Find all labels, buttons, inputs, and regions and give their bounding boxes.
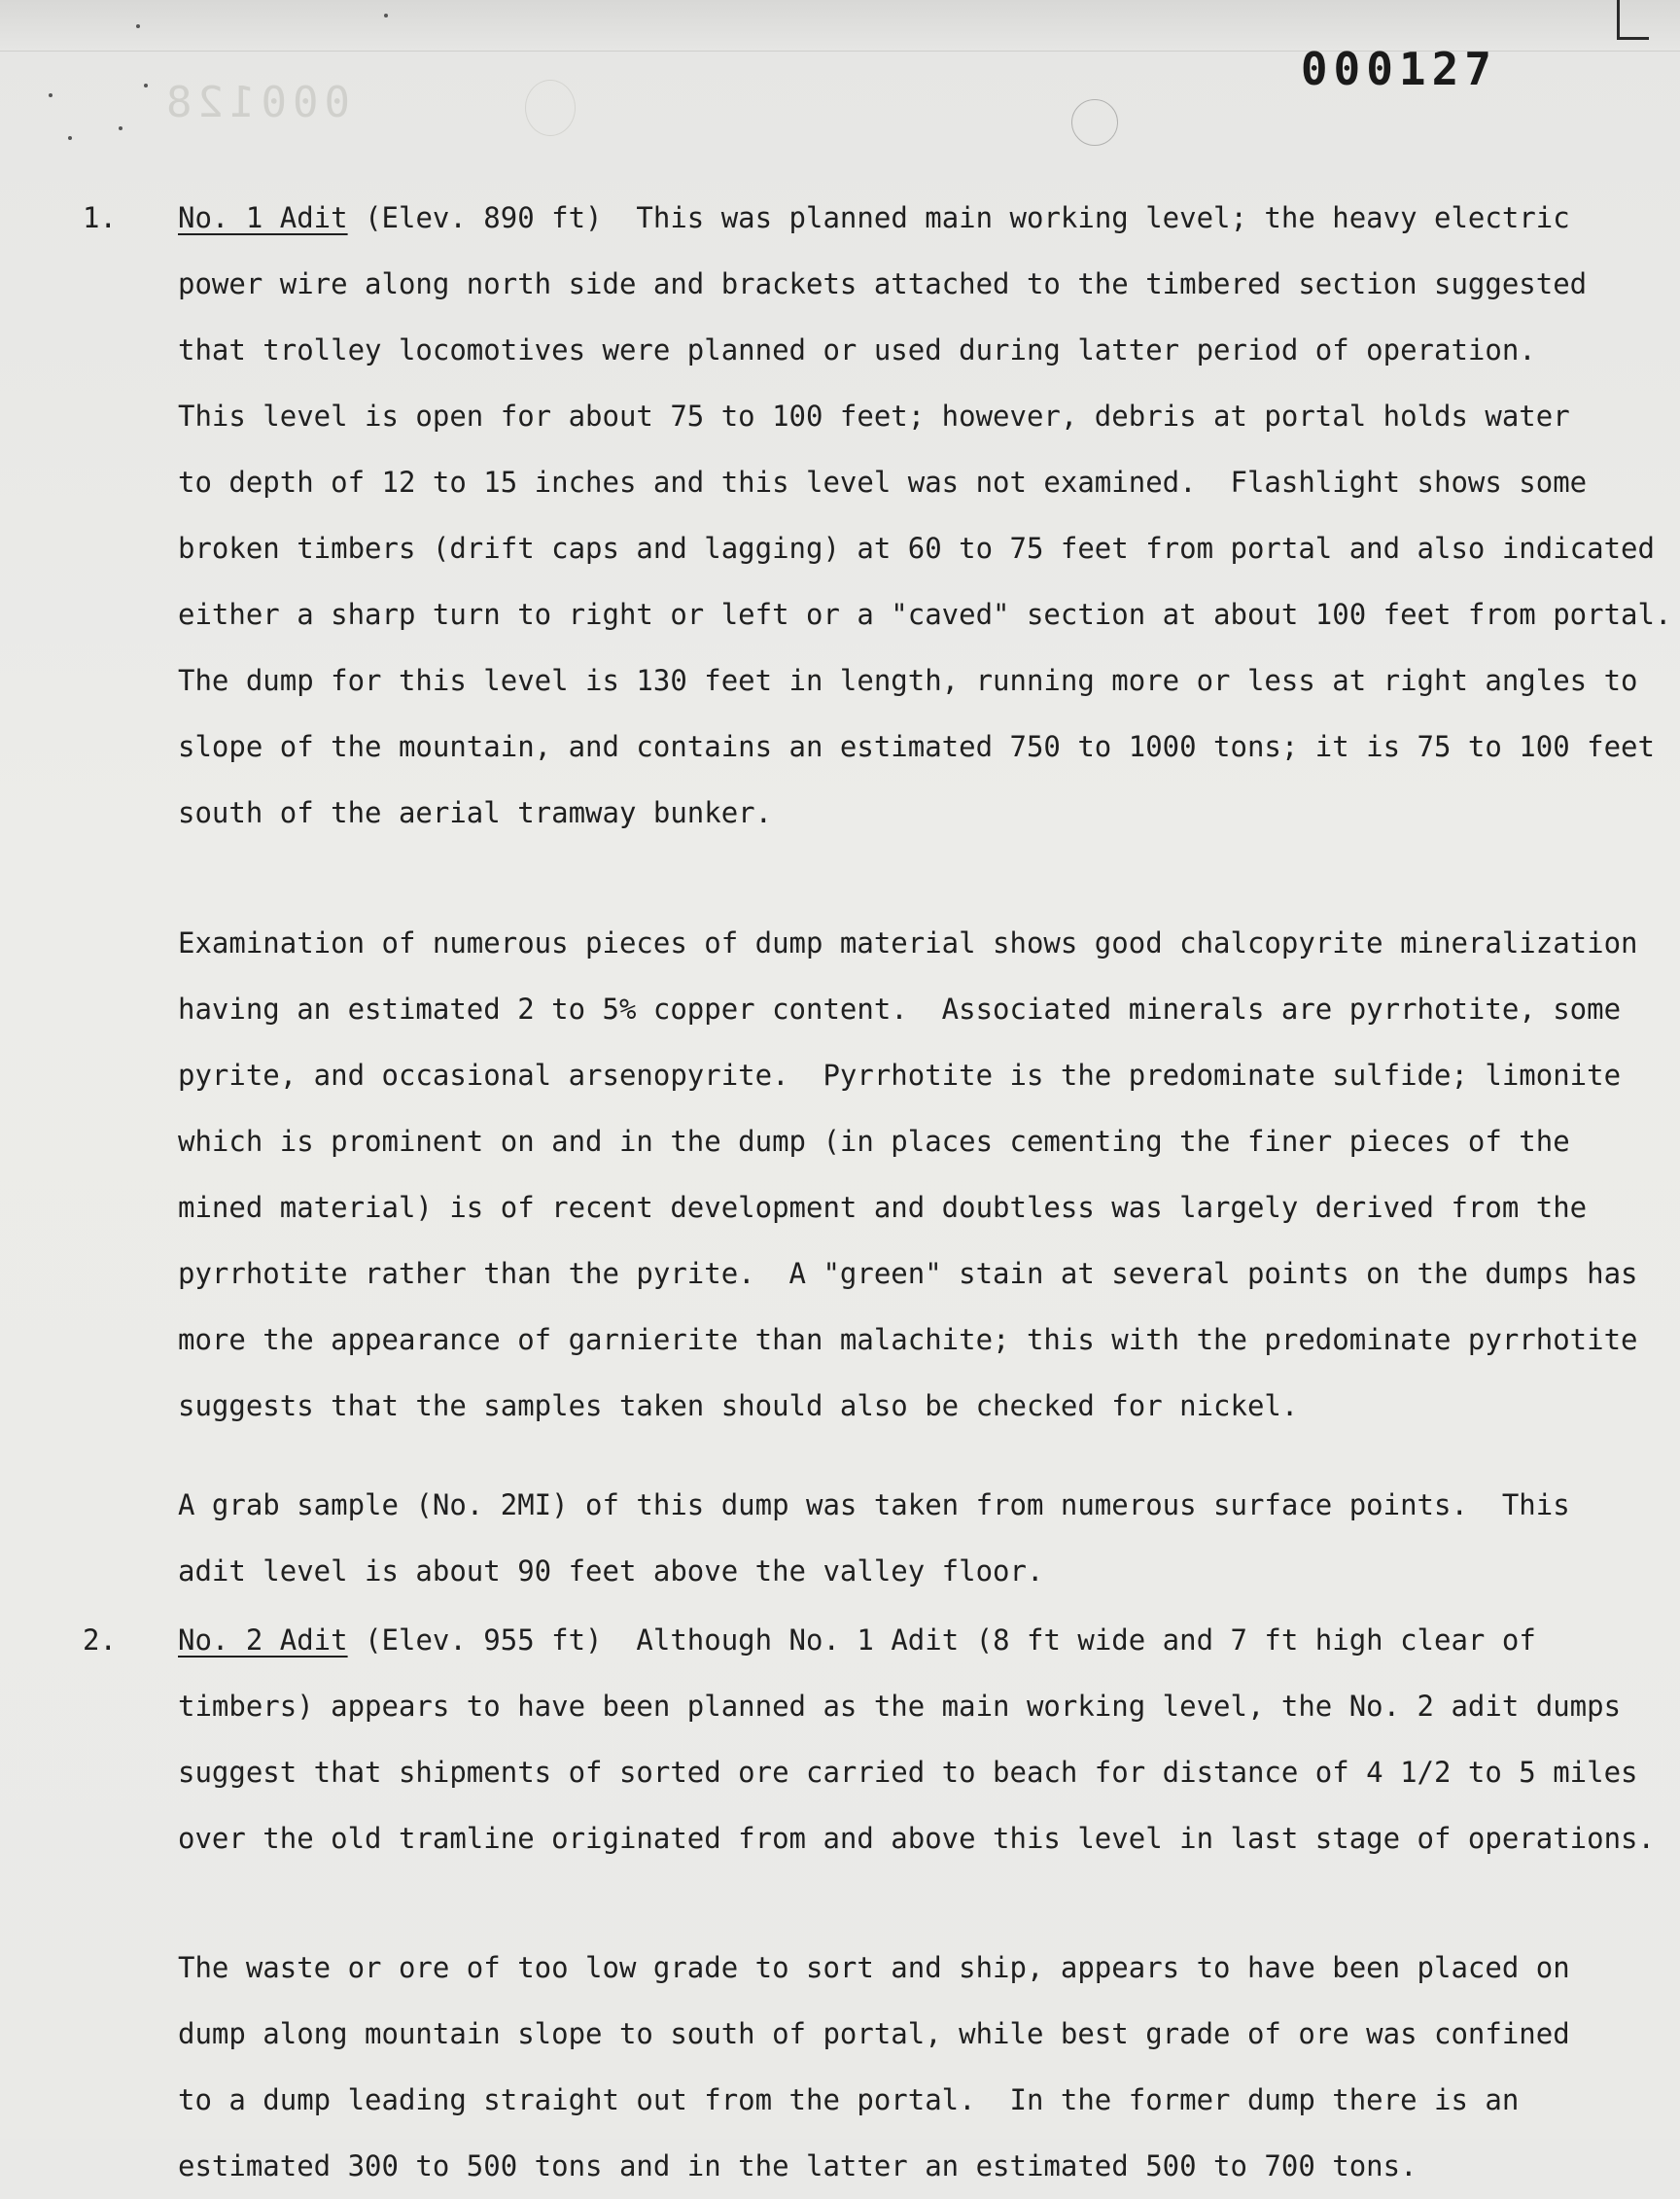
speck bbox=[68, 136, 72, 140]
text-line: slope of the mountain, and contains an estimated 750 to 1000 tons; it is 75 to 100 feet bbox=[178, 730, 1655, 763]
text-line: dump along mountain slope to south of portal, while best grade of ore was confined bbox=[178, 2017, 1570, 2050]
text-line: estimated 300 to 500 tons and in the latter an estimated 500 to 700 tons. bbox=[178, 2149, 1418, 2182]
text-line: pyrite, and occasional arsenopyrite. Pyrrhotite is the predominate sulfide; limonite bbox=[178, 1059, 1622, 1092]
section-heading: No. 1 Adit bbox=[178, 201, 348, 234]
section-heading: No. 2 Adit bbox=[178, 1623, 348, 1657]
text-line: This level is open for about 75 to 100 feet; however, debris at portal holds water bbox=[178, 400, 1570, 433]
text-line: mined material) is of recent development and doubtless was largely derived from the bbox=[178, 1191, 1588, 1224]
speck bbox=[384, 14, 388, 17]
paragraph bbox=[178, 185, 1672, 846]
text-line: having an estimated 2 to 5% copper content. Associated minerals are pyrrhotite, some bbox=[178, 993, 1622, 1026]
bleed-through-circle bbox=[525, 80, 576, 136]
paragraph bbox=[178, 1935, 1636, 2199]
text-line: Examination of numerous pieces of dump material shows good chalcopyrite mineralization bbox=[178, 926, 1638, 960]
text-line: adit level is about 90 feet above the valley floor. bbox=[178, 1554, 1044, 1588]
text-line: timbers) appears to have been planned as the main working level, the No. 2 adit dumps bbox=[178, 1690, 1622, 1723]
paragraph bbox=[178, 910, 1636, 1439]
text-line: pyrrhotite rather than the pyrite. A "green" stain at several points on the dumps has bbox=[178, 1257, 1638, 1290]
corner-bracket-mark bbox=[1617, 0, 1649, 40]
text-line: No. 2 Adit (Elev. 955 ft) Although No. 1 Adit (8 ft wide and 7 ft high clear of bbox=[178, 1623, 1536, 1657]
speck bbox=[144, 84, 148, 87]
text-line: either a sharp turn to right or left or a "caved" section at about 100 feet from portal. bbox=[178, 598, 1672, 631]
text-line: that trolley locomotives were planned or used during latter period of operation. bbox=[178, 333, 1536, 366]
paragraph bbox=[178, 1607, 1655, 1871]
text-line: power wire along north side and brackets attached to the timbered section suggested bbox=[178, 267, 1588, 300]
text-line: which is prominent on and in the dump (in places cementing the finer pieces of the bbox=[178, 1125, 1570, 1158]
text-line: to depth of 12 to 15 inches and this level was not examined. Flashlight shows some bbox=[178, 466, 1588, 499]
text-line: to a dump leading straight out from the portal. In the former dump there is an bbox=[178, 2083, 1520, 2116]
speck bbox=[136, 24, 140, 28]
text-line: suggests that the samples taken should also be checked for nickel. bbox=[178, 1389, 1299, 1422]
text-line: broken timbers (drift caps and lagging) at 60 to 75 feet from portal and also indicated bbox=[178, 532, 1655, 565]
section-number: 1. bbox=[83, 201, 117, 234]
text-line: The dump for this level is 130 feet in length, running more or less at right angles to bbox=[178, 664, 1638, 697]
text-line: more the appearance of garnierite than malachite; this with the predominate pyrrhotite bbox=[178, 1323, 1638, 1356]
text-line: south of the aerial tramway bunker. bbox=[178, 796, 773, 829]
text-line: A grab sample (No. 2MI) of this dump was taken from numerous surface points. This bbox=[178, 1488, 1570, 1521]
text-line: suggest that shipments of sorted ore carried to beach for distance of 4 1/2 to 5 miles bbox=[178, 1756, 1638, 1789]
page-number: 000127 bbox=[1300, 43, 1497, 95]
speck bbox=[49, 93, 52, 97]
text-line: No. 1 Adit (Elev. 890 ft) This was planned main working level; the heavy electric bbox=[178, 201, 1570, 234]
bleed-through-page-number: 000128 bbox=[160, 78, 350, 127]
pencil-circle-mark bbox=[1071, 99, 1118, 146]
text-line: over the old tramline originated from and above this level in last stage of operations. bbox=[178, 1822, 1655, 1855]
section-number: 2. bbox=[83, 1623, 117, 1657]
paragraph bbox=[178, 1472, 1636, 1604]
text-line: The waste or ore of too low grade to sort and ship, appears to have been placed on bbox=[178, 1951, 1570, 1984]
speck bbox=[119, 126, 122, 130]
